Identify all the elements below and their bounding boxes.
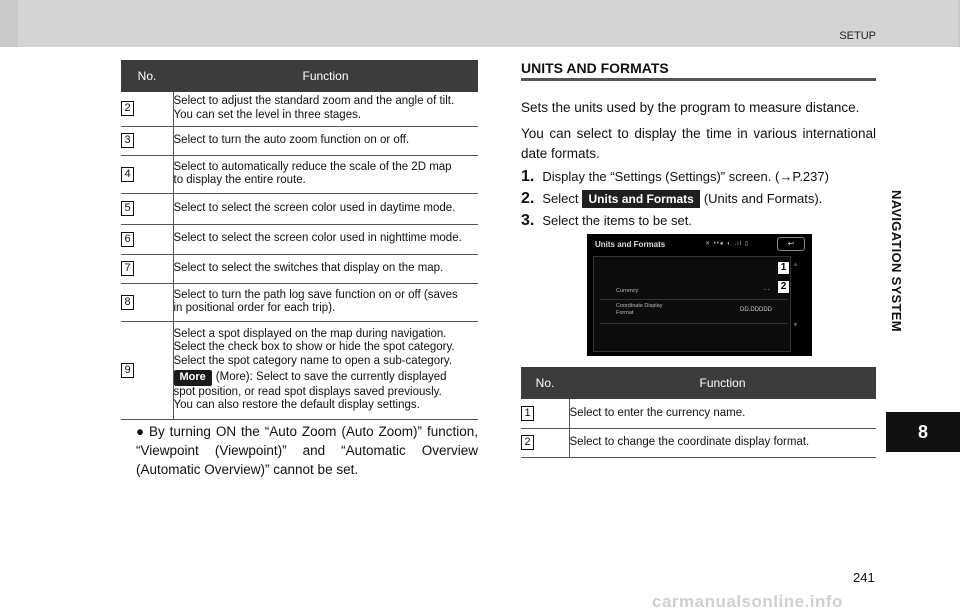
back-icon: ↩ (777, 237, 805, 251)
coordinate-value: DD.DDDDD (740, 307, 772, 313)
table-row (121, 92, 478, 126)
row-text: Select to turn the path log save function on or off (saves (173, 288, 458, 301)
table-row (521, 428, 876, 457)
table-row (121, 224, 478, 254)
row-number: 4 (121, 167, 134, 182)
chapter-number: 8 (886, 412, 960, 452)
table-row (121, 155, 478, 193)
row-text: Select a spot displayed on the map during navigation. (173, 327, 447, 340)
row-text: spot position, or read spot displays saved previously. (173, 385, 442, 398)
status-icons: ✕ ••● ◐ .ıl ▯ (705, 241, 750, 247)
row-number: 1 (521, 406, 534, 421)
chapter-title: NAVIGATION SYSTEM (889, 190, 904, 332)
row-text: in positional order for each trip). (173, 302, 336, 314)
paragraph: You can select to display the time in various international date formats. (521, 126, 876, 161)
note-text: By turning ON the “Auto Zoom (Auto Zoom)” function, “Viewpoint (Viewpoint)” and “Automatic Overview (Automatic Overview)” cannot be set. (136, 424, 478, 477)
title-underline (521, 78, 876, 81)
col-header-no: No. (521, 367, 569, 399)
row-text: Select to select the screen color used in daytime mode. (173, 201, 456, 214)
row-text: to display the entire route. (173, 174, 306, 186)
col-header-no: No. (121, 60, 173, 92)
row-number: 9 (121, 363, 134, 378)
row-text: Select the spot category name to open a sub-category. (173, 354, 453, 367)
row-text: (More): Select to save the currently displayed (215, 371, 447, 383)
units-and-formats-button: Units and Formats (582, 190, 699, 208)
table-row (521, 399, 876, 428)
table-row (121, 321, 478, 419)
callout-2: 2 (777, 280, 790, 294)
col-header-function: Function (569, 367, 876, 399)
table-row (121, 193, 478, 224)
more-button: More (174, 370, 212, 386)
scroll-down-icon: ▼ (792, 322, 799, 329)
table-row (121, 283, 478, 321)
units-formats-screenshot (587, 234, 812, 356)
row-text: Select to automatically reduce the scale of the 2D map (173, 160, 452, 173)
table-row (121, 126, 478, 155)
row-number: 2 (521, 435, 534, 450)
table-row (121, 254, 478, 283)
top-bar-band (18, 0, 958, 47)
screen-title: Units and Formats (595, 240, 666, 249)
paragraph: Sets the units used by the program to measure distance. (521, 100, 860, 115)
watermark: carmanualsonline.info (652, 592, 843, 611)
function-table-left (121, 60, 478, 420)
row-number: 2 (121, 101, 134, 116)
page-number: 241 (853, 570, 875, 585)
step-1: 1. Display the “Settings (Settings)” screen. (→P.237) (521, 168, 829, 185)
row-text: Select to adjust the standard zoom and the angle of tilt. (173, 95, 455, 108)
row-number: 6 (121, 232, 134, 247)
row-number: 7 (121, 261, 134, 276)
coordinate-label-2: Format (616, 310, 634, 316)
coordinate-label: Coordinate Display (616, 303, 663, 309)
scroll-up-icon: ▲ (792, 261, 799, 268)
row-text: Select to select the switches that display on the map. (173, 261, 444, 274)
top-bar (0, 0, 960, 47)
row-text: Select to change the coordinate display format. (569, 428, 876, 457)
row-text: Select to enter the currency name. (569, 399, 876, 428)
function-table-right (521, 367, 876, 458)
coordinate-format-row (600, 301, 788, 324)
settings-panel (593, 256, 791, 352)
note-bullet (136, 422, 478, 479)
callout-1: 1 (777, 261, 790, 275)
currency-row (600, 281, 788, 300)
row-number: 8 (121, 295, 134, 310)
step-3: 3. Select the items to be set. (521, 212, 692, 229)
row-text: Select to turn the auto zoom function on or off. (173, 133, 410, 146)
row-number: 3 (121, 133, 134, 148)
row-text: Select the check box to show or hide the spot category. (173, 341, 455, 353)
col-header-function: Function (173, 60, 478, 92)
currency-value: - - (764, 287, 770, 293)
row-number: 5 (121, 201, 134, 216)
step-2: 2. Select Units and Formats (Units and Formats). (521, 190, 823, 207)
row-text: You can also restore the default display settings. (173, 399, 420, 411)
row-text: You can set the level in three stages. (173, 108, 362, 121)
currency-label: Currency (616, 288, 639, 294)
bullet-icon: ● (136, 424, 145, 439)
section-label: SETUP (839, 30, 876, 42)
row-text: Select to select the screen color used in nighttime mode. (173, 232, 462, 245)
section-title: UNITS AND FORMATS (521, 60, 669, 76)
